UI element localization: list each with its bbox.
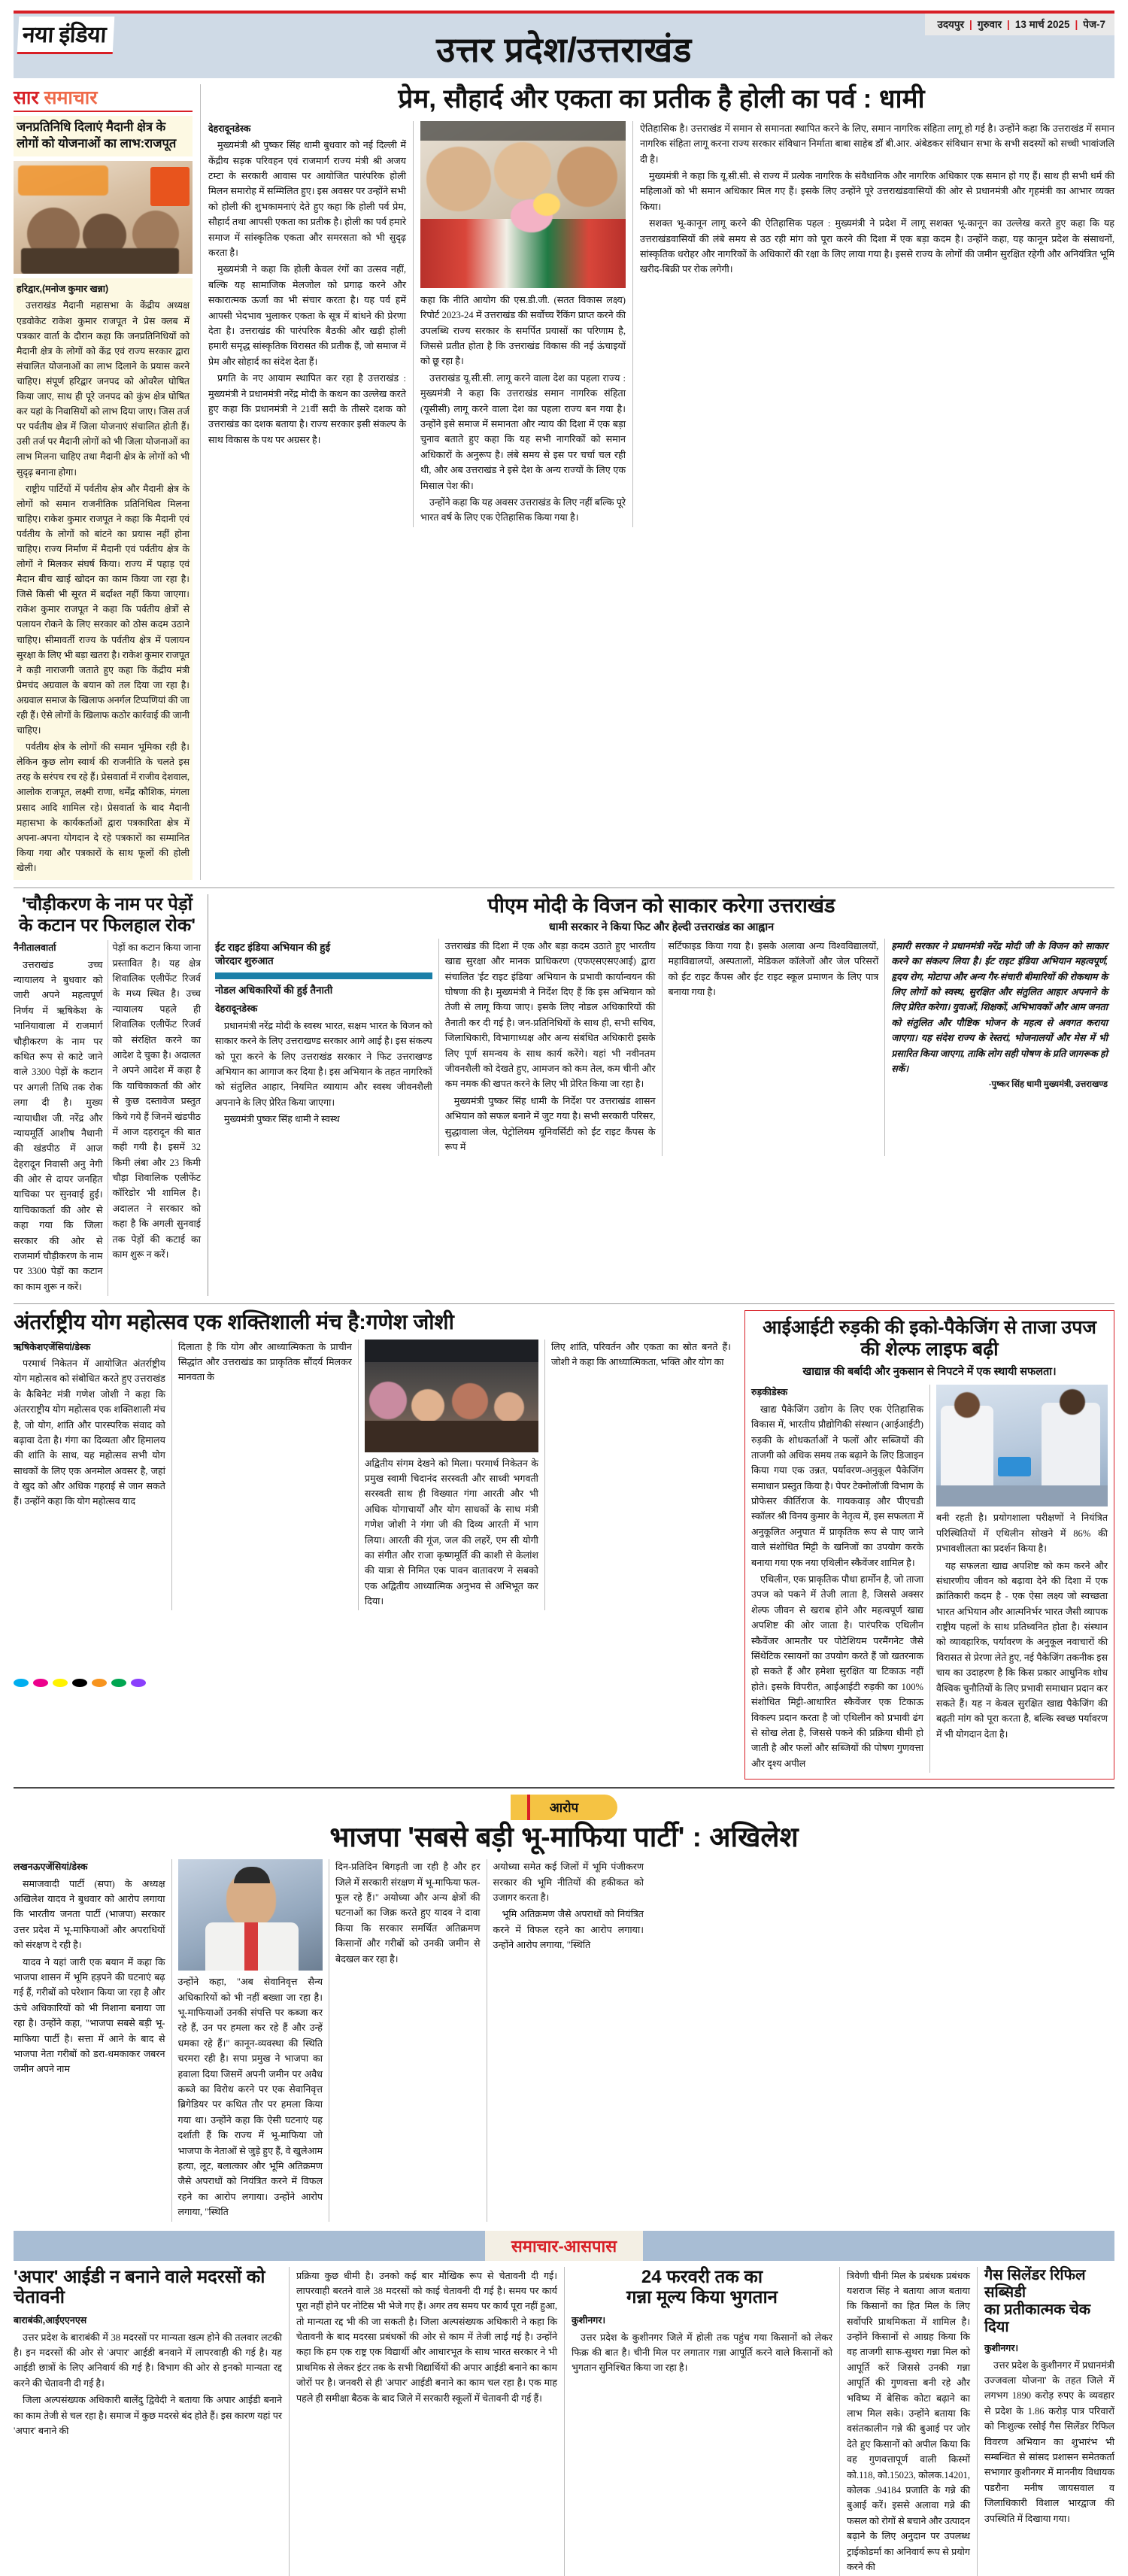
fifth-band [14, 2267, 1114, 2576]
story-yoga-festival [14, 1310, 738, 1780]
sidebar-kicker-word1: सार [14, 87, 39, 108]
lead-c3-p3: सशक्त भू-कानून लागू करने की ऐतिहासिक पहल : मुख्यमंत्री ने प्रदेश में लागू सशक्त भू-कानून का उल्लेख करते हुए कहा कि यह उत्तराखंडवासियों की लंबे समय से उठ रही मांग को पूरा करने की दिशा में एक बड़ा कदम है। उन्होंने कहा, यह कानून प्रदेश के संसाधनों, सांस्कृतिक धरोहर और नागरिकों के अधिकारों की रक्षा के लिए लाया गया है। इससे राज्य के लोगों की जमीन सुरक्षित रहेगी और अनियंत्रित भूमि खरीद-बिक्री पर रोक लगेगी। [640, 218, 1114, 275]
iit-dateline-city: रुड़की [751, 1387, 772, 1398]
yoga-festival-audience-photo [365, 1340, 538, 1452]
iit-subheadline: खाद्यान्न की बर्बादी और नुकसान से निपटने में एक स्थायी सफलता। [802, 1366, 1057, 1379]
page-number-label: पेज-7 [1083, 19, 1105, 30]
third-band [14, 1303, 1114, 1780]
masthead-meta [925, 14, 1114, 35]
weekday-label: गुरुवार [977, 19, 1002, 30]
aaspaas-s1-agency: आईएएनएस [45, 2315, 87, 2326]
akhilesh-dateline-city: लखनऊ [14, 1861, 41, 1873]
sidebar-headline: जनप्रतिनिधि दिलाएं मैदानी क्षेत्र के लोगों को योजनाओं का लाभ:राजपूत [14, 116, 193, 156]
iit-c2-p1: बनी रहती है। प्रयोगशाला परीक्षणों ने नियंत्रित परिस्थितियों में एथिलीन सोखने में 86% की प्रभावशीलता का प्रदर्शन किया है। [936, 1513, 1108, 1555]
press-conference-photo [14, 161, 193, 274]
arop-badge: आरोप [511, 1795, 617, 1820]
publication-logo[interactable]: नया इंडिया [17, 17, 114, 54]
story-modi-vision [208, 894, 1114, 1296]
lead-col-2 [413, 121, 632, 527]
cm-dhami-holi-celebration-photo [420, 121, 626, 288]
meta-separator-icon: | [969, 18, 972, 30]
top-block [14, 84, 1114, 880]
modi-kicker2-line1: ईट राइट इंडिया अभियान की हुई [215, 941, 331, 953]
trees-dateline-agency: वार्ता [40, 942, 56, 954]
sidebar-dateline: हरिद्वार,(मनोज कुमार खन्ना) [17, 284, 109, 295]
aaspaas-story3-headline-line2: का प्रतीकात्मक चेक दिया [984, 2301, 1091, 2336]
lead-c2-p2: उत्तराखंड यू.सी.सी. लागू करने वाला देश का पहला राज्य : मुख्यमंत्री ने कहा कि उत्तराखंड समान नागरिक संहिता (यूसीसी) लागू करने वाला देश का पहला राज्य बन गया है। उन्होंने इसे समाज में समानता और न्याय की दिशा में एक बड़ा चुनाव बताते हुए कहा कि यह सभी नागरिकों को समान अधिकारों के अनुरूप है। लंबे समय से इस पर चर्चा चल रही थी, और अब उत्तराखंड ने इसे देश के अन्य राज्यों के लिए एक मिसाल पेश की। [420, 372, 626, 491]
lead-c2-p3: उन्होंने कहा कि यह अवसर उत्तराखंड के लिए नहीं बल्कि पूरे भारत वर्ष के लिए एक ऐतिहासिक किया गया है। [420, 496, 626, 523]
akhilesh-c4-p2: भूमि अतिक्रमण जैसे अपराधों को नियंत्रित करने में विफल रहने का आरोप लगाया। उन्होंने आरोप लगाया, "स्थिति [493, 1909, 644, 1951]
modi-c3-p1: सर्टिफाइड किया गया है। इसके अलावा अन्य विश्वविद्यालयों, महाविद्यालयों, अस्पतालों, मेडिकल कॉलेजों और जेल परिसरों को ईट राइट कैंपस और ईट राइट स्कूल प्रमाणन के लिए पात्र बनाया गया है। [668, 940, 879, 998]
aaspaas-s2-city: कुशीनगर। [572, 2315, 606, 2326]
lead-dateline-agency: डेस्क [235, 123, 251, 134]
lead-c1-p1: मुख्यमंत्री श्री पुष्कर सिंह धामी बुधवार को नई दिल्ली में केंद्रीय सड़क परिवहन एवं राजमार्ग राज्य मंत्री श्री अजय टम्टा के सरकारी आवास पर आयोजित पारंपरिक होली मिलन समारोह में सम्मिलित हुए। इस अवसर पर उन्होंने सभी को होली की शुभकामनाएं देते हुए कहा कि होली पर्व प्रेम, सौहार्द तथा आपसी एकता का प्रतीक है। होली का पर्व हमारे समाज में सांस्कृतिक एकता और समरसता को भी सुदृढ़ करता है। [208, 140, 406, 259]
modi-c2-p1: उत्तराखंड की दिशा में एक और बड़ा कदम उठाते हुए भारतीय खाद्य सुरक्षा और मानक प्राधिकरण (एफएसएसएआई) द्वारा संचालित 'ईट राइट इंडिया' अभियान के प्रभावी कार्यान्वयन की घोषणा की है। मुख्यमंत्री ने निर्देश दिए हैं कि इस अभियान को तेजी से लागू किया जाए। इसके लिए नोडल अधिकारियों की तैनाती कर दी गई है। जन-प्रतिनिधियों के साथ ही, सभी सचिव, जिलाधिकारी, विभागाध्यक्ष और अन्य संबंधित अधिकारी इसके लिए पूर्ण समन्वय के साथ कार्य करेंगे। यहां भी नवीनतम जीवनशैली को देखते हुए, आमजन को कम तेल, कम चीनी और कम नमक की खपत करने के लिए भी प्रेरित किया जा रहा है। [444, 940, 656, 1090]
sidebar-para-2: राष्ट्रीय पार्टियों में पर्वतीय क्षेत्र और मैदानी क्षेत्र के लोगों को समान राजनीतिक प्रतिनिधित्व मिलना चाहिए। राकेश कुमार राजपूत ने कहा कि मैदानी एवं पर्वतीय के लोगों को बांटने का प्रयास नहीं होना चाहिए। राज्य निर्माण में मैदानी एवं पर्वतीय क्षेत्र के लोगों ने मिलकर संघर्ष किया। राज्य में पहाड़ एवं मैदान बीच खाई खोदन का काम किया जा रहा है। जिसे किसी भी सूरत में बर्दाश्त नहीं किया जाएगा। राकेश कुमार राजपूत ने कहा कि पर्वतीय क्षेत्रों से पलायन रोकने के लिए सरकार को ठोस कदम उठाने चाहिए। सीमावर्ती राज्य के पर्वतीय क्षेत्र में पलायन सुरक्षा के लिए भी बड़ा खतरा है। राकेश कुमार राजपूत ने कड़ी नाराजगी जताते हुए कहा कि केंद्रीय मंत्री प्रेमचंद अग्रवाल के बयान को तल दिया जा रहा है। अग्रवाल समाज के खिलाफ अनर्गल टिप्पणियां की जा रही हैं। ऐसे लोगों के खिलाफ कठोर कार्रवाई की जानी चाहिए। [17, 483, 190, 736]
yoga-c4-p1: लिए शांति, परिवर्तन और एकता का स्रोत बनते हैं। जोशी ने कहा कि आध्यात्मिकता, भक्ति और योग का [550, 1341, 731, 1367]
trees-dateline-city: नैनीताल [14, 942, 41, 954]
yoga-dateline-agency: एजेंसियां/डेस्क [43, 1341, 91, 1352]
teal-divider [215, 972, 432, 979]
aaspaas-s1-p3: प्रक्रिया कुछ धीमी है। उनको कई बार मौखिक रूप से चेतावनी दी गई। लापरवाही बरतने वाले 38 मदरसों को काई चेतावनी दी गई है। समय पर कार्य पूरा नहीं होने पर नोटिस भी भेजे गए हैं। अगर तय समय पर कार्य पूरा नहीं हुआ, तो मान्यता रद्द भी की जा सकती है। जिला अल्पसंख्यक अधिकारी ने कहा कि चेतावनी के बाद मदरसा प्रबंधकों की ओर से काम में तेजी लाई गई है। उन्होंने कहा कि हम एक राष्ट्र एक विद्यार्थी और आधारभूत के साथ भारत सरकार ने भी प्राथमिक से लेकर इंटर तक के सभी विद्यार्थियों की अपार आईडी बनाने का काम जोरों पर है। जनवरी से ही 'अपार' आईडी बनाने का काम चल रहा है। एक माह पहले ही समीक्षा बैठक के बाद जिले में सरकारी स्कूलों में चेतावनी दी गई हैं। [296, 2270, 557, 2404]
trees-c1-p1: उत्तराखंड उच्च न्यायालय ने बुधवार को जारी अपने महत्वपूर्ण निर्णय में ऋषिकेश के भानियावाला में राजमार्ग चौड़ीकरण के नाम पर कथित रूप से काटे जाने वाले 3300 पेड़ों के कटान पर अगली तिथि तक रोक लगा दी है। मुख्य न्यायाधीश जी. नरेंद्र और न्यायमूर्ति आशीष नैथानी की खंडपीठ में आज देहरादून निवासी अनु नेगी की ओर से दायर जनहित याचिका पर सुनवाई हुई। याचिकाकर्ता की ओर से कहा गया कि जिला सरकार की ओर से राजमार्ग चौड़ीकरण के नाम पर 3300 पेड़ों का कटान का काम शुरू न करें। [14, 959, 103, 1292]
aaspaas-section-bar [14, 2231, 1114, 2261]
aaspaas-s1-city: बाराबंकी, [14, 2315, 46, 2326]
registration-color-bar-left [14, 1679, 146, 1687]
yoga-headline: अंतर्राष्ट्रीय योग महोत्सव एक शक्तिशाली मंच है:गणेश जोशी [14, 1310, 454, 1334]
modi-dateline-agency: डेस्क [241, 1003, 258, 1015]
yoga-c2-p1: दिलाता है कि योग और आध्यात्मिकता के प्राचीन सिद्धांत और उत्तराखंड का प्राकृतिक सौंदर्य मिलकर मानवता के [177, 1341, 352, 1383]
modi-kicker: धामी सरकार ने किया फिट और हेल्दी उत्तराखंड का आह्वान [548, 921, 775, 934]
second-band [14, 887, 1114, 1296]
modi-c1-p2: मुख्यमंत्री पुष्कर सिंह धामी ने स्वस्थ [224, 1114, 340, 1125]
lead-dateline-city: देहरादून [208, 123, 235, 134]
sidebar-kicker-word2: समाचार [44, 87, 98, 108]
lead-c2-p1: कहा कि नीति आयोग की एस.डी.जी. (सतत विकास लक्ष्य) रिपोर्ट 2023-24 में उत्तराखंड की सर्वोच्च रैंकिंग प्राप्त करने की उपलब्धि राज्य सरकार के समर्पित प्रयासों का परिणाम है, जिससे प्रतीत होता है कि उत्तराखंड विकास की नई ऊंचाइयों को छू रहा है। [420, 294, 626, 367]
lead-headline: प्रेम, सौहार्द और एकता का प्रतीक है होली का पर्व : धामी [398, 84, 925, 114]
yoga-dateline-city: ऋषिकेश [14, 1341, 44, 1352]
lead-col-3 [632, 121, 1114, 527]
iit-dateline-agency: डेस्क [772, 1387, 788, 1398]
lead-c1-p2: मुख्यमंत्री ने कहा कि होली केवल रंगों का उत्सव नहीं, बल्कि यह सामाजिक मेलजोल को प्रगाढ़ करने और सकारात्मक ऊर्जा का भी संचार करता है। यह पर्व हमें आपसी भेदभाव भुलाकर एकता के सूत्र में बांधने की प्रेरणा देता है। उत्तराखंड की पारंपरिक बैठकी और खड़ी होली हमारी समृद्ध सांस्कृतिक विरासत की प्रतीक हैं, जो समाज में प्रेम और सोहार्द का संदेश देता हैं। [208, 264, 406, 367]
aaspaas-story2-headline-line2: गन्ना मूल्य किया भुगतान [626, 2287, 778, 2308]
aaspaas-label: समाचार-आसपास [511, 2236, 617, 2256]
iit-c1-p2: एथिलीन, एक प्राकृतिक पौधा हार्मोन है, जो ताजा उपज को पकने में तेजी लाता है, जिससे अक्सर शेल्फ जीवन से खराब होने और महत्वपूर्ण खाद्य अपशिष्ट की ओर जाता है। पारंपरिक एथिलीन स्कैवेंजर आमतौर पर पोटेशियम परमैंगनेट जैसे सिंथेटिक रसायनों का उपयोग करते हैं जो खतरनाक हो सकते हैं और हमेशा सुरक्षित या टिकाऊ नहीं होते। इसके विपरीत, आईआईटी रुड़की का 100% संशोधित मिट्टी-आधारित स्कैवेंजर एक टिकाऊ विकल्प प्रदान करता है जो एथिलीन को प्रभावी ढंग से सोख लेता है, जिससे पकने की प्रक्रिया धीमी हो जाती है और फलों और सब्जियों की पोषण गुणवत्ता और दृश्य अपील [751, 1574, 923, 1769]
modi-dateline-city: देहरादून [215, 1003, 242, 1015]
aaspaas-s3-p1: उत्तर प्रदेश के कुशीनगर में प्रधानमंत्री उज्जवला योजना' के तहत जिले में लगभग 1890 करोड़ रुपए के व्यवहार से प्रदेश के 1.86 करोड़ पात्र परिवारों को निःशुल्क रसोई गैस सिलेंडर रिफिल विवरण अभियान का शुभारंभ भी सम्बन्धित से सांसद प्रशासन समेतकर्ता सभागार कुशीनगर में माननीय विधायक पडरौना मनीष जायसवाल व जिलाधिकारी विशाल भारद्वाज की उपस्थिति में दिखाया गया। [984, 2359, 1114, 2524]
iit-headline: आईआईटी रुड़की की इको-पैकेजिंग से ताजा उपज की शेल्फ लाइफ बढ़ी [763, 1317, 1096, 1361]
sidebar-para-1: उत्तराखंड मैदानी महासभा के केंद्रीय अध्यक्ष एडवोकेट राकेश कुमार राजपूत ने प्रेस क्लब में पत्रकार वार्ता के दौरान कहा कि जनप्रतिनिधियों को मैदानी क्षेत्र के लोगों को केंद्र एवं राज्य सरकार द्वारा संचालित योजनाओं का लाभ दिलाने के प्रयास करने चाहिए। संपूर्ण हरिद्वार जनपद को ओवरैल घोषित किया जाए, साथ ही पूरे जनपद को कुंभ क्षेत्र घोषित कर यहां के निवासियों को लाभ दिया जाए। जिस तर्ज पर पर्वतीय क्षेत्र में जिला योजनाएं संचालित होती हैं। उसी तर्ज पर मैदानी लोगों को भी जिला योजनाओं का लाभ मिलना चाहिए तथा मैदानी क्षेत्र के लोगों को भी सुदृढ़ बनाना होगा। [17, 300, 190, 478]
akhilesh-c3-p1: दिन-प्रतिदिन बिगड़ती जा रही है और हर जिले में सरकारी संरक्षण में भू-माफिया फल-फूल रहे हैं।" अयोध्या और अन्य क्षेत्रों की घटनाओं का जिक्र करते हुए यादव ने दावा किया कि सरकार समर्थित अतिक्रमण किसानों और गरीबों को उनकी जमीन से बेदखल कर रहा है। [335, 1861, 481, 1965]
aaspaas-s1-p1: उत्तर प्रदेश के बाराबंकी में 38 मदरसों पर मान्यता खत्म होने की तलवार लटकी है। इन मदरसों की ओर से 'अपार' आईडी बनवाने में लापरवाही की गई है। यह आईडी छात्रों के लिए अनिवार्य की गई है। विभाग की ओर से इनको मान्यता रद्द करने की चेतावनी दी गई है। [14, 2332, 282, 2389]
modi-headline: पीएम मोदी के विजन को साकार करेगा उत्तराखंड [487, 894, 835, 918]
trees-c2-p1: पेड़ों का कटान किया जाना प्रस्तावित है। यह क्षेत्र शिवालिक एलीफेंट रिजर्व के मध्य स्थित है। उच्च न्यायालय पहले ही शिवालिक एलीफेंट रिजर्व को संरक्षित करने का आदेश दे चुका है। अदालत ने अपने आदेश में कहा है कि याचिकाकर्ता की ओर से कुछ दस्तावेज प्रस्तुत किये गये हैं जिनमें खंडपीठ में आज दहरादून की बात कही गयी है। इसमें 32 किमी लंबा और 23 किमी चौड़ा शिवालिक एलीफेंट कॉरिडोर भी शामिल है। अदालत ने सरकार को कहा है कि अगली सुनवाई तक पेड़ों की कटाई का काम शुरू न करें। [112, 942, 201, 1261]
akhilesh-c2-p1: उन्होंने कहा, "अब सेवानिवृत्त सैन्य अधिकारियों को भी नहीं बख्शा जा रहा है। भू-माफियाओं उनकी संपत्ति पर कब्जा कर रहे हैं, उन पर हमला कर रहे हैं और उन्हें धमका रहे हैं।" कानून-व्यवस्था की स्थिति चरमरा रही है। सपा प्रमुख ने भाजपा का हवाला दिया जिसमें अपनी जमीन पर अवैध कब्जे का विरोध करने पर एक सेवानिवृत्त ब्रिगेडियर पर कथित तौर पर हमला किया गया था। उन्होंने कहा कि ऐसी घटनाएं यह दर्शाती हैं कि राज्य में भू-माफिया जो भाजपा के नेताओं से जुड़े हुए हैं, वे खुलेआम हत्या, लूट, बलात्कार और भूमि अतिक्रमण जैसे अपराधों को नियंत्रित करने में विफल रहने का आरोप लगाया। उन्होंने आरोप लगाया, "स्थिति [177, 1977, 323, 2218]
lead-c3-p1: ऐतिहासिक है। उत्तराखंड में समान से समानता स्थापित करने के लिए, समान नागरिक संहिता लागू हो गई है। उन्होंने कहा कि उत्तराखंड में समान नागरिक संहिता लागू करना राज्य सरकार संविधान निर्माता बाबा साहेब डॉ बी.आर. अंबेडकर संविधान सभा के सभी सदस्यों को सच्ची भावांजलि दी है। [640, 123, 1114, 165]
sidebar-saar-samachar [14, 84, 200, 880]
edition-label: उदयपुर [937, 19, 965, 30]
modi-quote-attribution: -पुष्कर सिंह धामी मुख्यमंत्री, उत्तराखण्ड [988, 1080, 1108, 1090]
aaspaas-s2-p1: उत्तर प्रदेश के कुशीनगर जिले में होली तक पहुंच गया किसानों को लेकर फिक्र की बात है। चीनी मिल पर लगातार गन्ना आपूर्ति करने वाले किसानों को भुगतान सुनिश्चित किया जा रहा है। [572, 2332, 832, 2374]
aaspaas-story3-headline-line1: गैस सिलेंडर रिफिल सब्सिडी [984, 2266, 1086, 2301]
modi-kicker2-line2: जोरदार शुरुआत [215, 954, 274, 966]
sidebar-para-3: पर्वतीय क्षेत्र के लोगों की समान भूमिका रही है। लेकिन कुछ लोग स्वार्थ की राजनीति के चलते इस तरह के सरंपच रच रहे हैं। प्रेसवार्ता में राजीव देशवाल, आलोक राजपूत, लक्ष्मी राणा, धर्मेंद्र कौशिक, मंगला प्रसाद आदि शामिल रहे। प्रेसवार्ता के बाद मैदानी महासभा के कार्यकर्ताओं द्वारा पत्रकारिता क्षेत्र में अपना-अपना योगदान दे रहे पत्रकारों का सम्मानित किया गया और पत्रकारों के साथ फूलों की होली खेली। [17, 742, 190, 873]
akhilesh-headline: भाजपा 'सबसे बड़ी भू-माफिया पार्टी' : अखिलेश [329, 1822, 799, 1853]
meta-separator-icon: | [1007, 18, 1010, 30]
yoga-c3-p1: अद्वितीय संगम देखने को मिला। परमार्थ निकेतन के प्रमुख स्वामी चिदानंद सरस्वती और साध्वी भगवती सरस्वती साथ ही विख्यात गंगा आरती और भी अधिक योगाचार्यों और योग साधकों के साथ मंत्री गणेश जोशी ने गंगा जी की दिव्य आरती में भाग लिया। आरती की गूंज, जल की लहरें, एम सी योगी का संगीत और राजा कृष्णमूर्ति की काशी से केलांश की यात्रा से निमित एक पावन वातावरण ने सबको एक अद्वितीय आध्यात्मिक अनुभव से अभिभूत कर दिया। [364, 1458, 538, 1607]
iit-c2-p2: यह सफलता खाद्य अपशिष्ट को कम करने और संधारणीय जीवन को बढ़ावा देने की दिशा में एक क्रांतिकारी कदम है - एक ऐसा लक्ष्य जो स्वच्छता भारत अभियान और आत्मनिर्भर भारत जैसी व्यापक राष्ट्रीय पहलों के साथ प्रतिध्वनित होता है। संस्थान को व्यावहारिक, पर्यावरण के अनुकूल नवाचारों की विरासत से प्रेरणा लेते हुए, नई पैकेजिंग तकनीक इस चाय का उदाहरण है कि किस प्रकार आधुनिक शोध वैश्विक चुनौतियों के लिए प्रभावी समाधान प्रदान कर सकते हैं। यह न केवल सुरक्षित खाद्य पैकेजिंग की बढ़ती मांग को पूरा करता है, बल्कि स्वच्छ पर्यावरण में भी योगदान देता है। [936, 1560, 1108, 1740]
masthead [14, 14, 1114, 78]
modi-quote: हमारी सरकार ने प्रधानमंत्री नरेंद्र मोदी जी के विजन को साकार करने का संकल्प लिया है। ईट राइट इंडिया अभियान महत्वपूर्ण, हृदय रोग, मोटापा और अन्य गैर-संचारी बीमारियों की रोकथाम के लिए लोगों को स्वस्थ, सुरक्षित और संतुलित आहार अपनाने के लिए प्रेरित करेगा। युवाओं, शिक्षकों, अभिभावकों और आम जनता को संतुलित और पौष्टिक भोजन के महत्व से अवगत कराया जाएगा। यह संदेश राज्य के रेस्तरां, भोजनालयों और मेस में भी प्रसारित किया जाएगा, ताकि लोग सही पोषण के प्रति जागरूक हो सकें। [891, 940, 1108, 1075]
lead-col-1 [208, 121, 413, 527]
aaspaas-s3-city: कुशीनगर। [984, 2343, 1019, 2354]
meta-separator-icon: | [1075, 18, 1078, 30]
iit-roorkee-lab-researchers-photo [936, 1385, 1108, 1506]
page-section-title: उत्तर प्रदेश/उत्तराखंड [436, 30, 692, 69]
aaspaas-story1-headline: 'अपार' आईडी न बनाने वाले मदरसों को चेतावनी [14, 2266, 265, 2308]
modi-c1-p1: प्रधानमंत्री नरेंद्र मोदी के स्वस्थ भारत, सक्षम भारत के विजन को साकार करने के लिए उत्तराखण्ड सरकार आगे आई है। इस संकल्प को पूरा करने के लिए उत्तराखंड सरकार ने फिट उत्तराखण्ड अभियान का आगाज कर दिया है। इस अभियान के तहत नागरिकों को संतुलित आहार, नियमित व्यायाम और स्वस्थ जीवनशैली अपनाने के लिए प्रेरित किया जाएगा। [215, 1020, 432, 1108]
akhilesh-c1-p1: समाजवादी पार्टी (सपा) के अध्यक्ष अखिलेश यादव ने बुधवार को आरोप लगाया कि भारतीय जनता पार्टी (भाजपा) सरकार उत्तर प्रदेश में भू-माफियाओं और अपराधियों को संरक्षण दे रही है। [14, 1878, 165, 1951]
modi-kicker3: नोडल अधिकारियों की हुई तैनाती [215, 984, 333, 996]
iit-c1-p1: खाद्य पैकेजिंग उद्योग के लिए एक ऐतिहासिक विकास में, भारतीय प्रौद्योगिकी संस्थान (आईआईटी) रुड़की के शोधकर्ताओं ने फलों और सब्जियों की ताजगी को अधिक समय तक बढ़ाने के लिए डिजाइन किया गया एक उन्नत, पर्यावरण-अनुकूल पैकेजिंग समाधान प्रस्तुत किया है। पेपर टेक्नोलॉजी विभाग के प्रोफेसर कीर्तिराज के. गायकवाड़ और पीएचडी स्कॉलर श्री विनय कुमार के नेतृत्व में, इस सफलता में अनुकूलित अनुपात में प्राकृतिक रूप से पाए जाने वाले संशोधित मिट्टी के खनिजों का उपयोग करके बनाया गया एक नया एथिलीन स्कैवेंजर शामिल है। [751, 1403, 923, 1568]
modi-c2-p2: मुख्यमंत्री पुष्कर सिंह धामी के निर्देश पर उत्तराखंड शासन अभियान को सफल बनाने में जुट गया है। सभी सरकारी परिसर, सुद्धावाला जेल, पेट्रोलियम यूनिवर्सिटी को ईट राइट कैंपस के रूप में [444, 1095, 656, 1152]
lead-story [200, 84, 1114, 880]
trees-headline-line1: 'चौड़ीकरण के नाम पर पेड़ों [22, 894, 193, 915]
newspaper-page [0, 11, 1128, 2572]
lead-c3-p2: मुख्यमंत्री ने कहा कि यू.सी.सी. से राज्य में प्रत्येक नागरिक के संवैधानिक और नागरिक अधिकार एक समान हो गए हैं। साथ ही सभी धर्म की महिलाओं को भी समान अधिकार मिल गए हैं। इसके लिए उन्होंने पूरे उत्तराखंडवासियों की ओर से प्रधानमंत्री और गृहमंत्री का आभार व्यक्त किया। [640, 171, 1114, 212]
akhilesh-yadav-portrait-photo [178, 1859, 323, 1971]
akhilesh-c4-p1: अयोध्या समेत कई जिलों में भूमि पंजीकरण सरकार की भूमि नीतियों की हकीकत को उजागर करता है। [493, 1861, 644, 1904]
yoga-c1-p1: परमार्थ निकेतन में आयोजित अंतर्राष्ट्रीय योग महोत्सव को संबोधित करते हुए उत्तराखंड के कैबिनेट मंत्री गणेश जोशी ने कहा कि अंतरराष्ट्रीय योग महोत्सव एक शक्तिशाली मंच है, जो योग, शांति और पारस्परिक संवाद को बढ़ावा देता है। गंगा का दिव्यता और हिमालय की शांति के साथ, यह महोत्सव सभी योग साधकों के लिए एक अनमोल अवसर है, जहां वे खुद को और अधिक गहराई से जान सकते हैं। उन्होंने कहा कि योग महोत्सव याद [14, 1358, 165, 1507]
aaspaas-s2-p2: त्रिवेणी चीनी मिल के प्रबंधक प्रबंधक यशराज सिंह ने बताया आज बताया कि किसानों का हित मिल के लिए सर्वोपरि प्राथमिकता में शामिल है। उन्होंने किसानों से आग्रह किया कि वह ताजगी साफ-सुथरा गन्ना मिल को आपूर्ति करें जिससे उनकी गन्ना आपूर्ति की गुणवत्ता बनी रहे और भविष्य में बेसिक कोटा बढ़ाने का लाभ मिल सके। उन्होंने बताया कि वसंतकालीन गन्ने की बुआई पर जोर देते हुए किसानों को अपील किया कि वह गुणवत्तापूर्ण वाली किस्मों को.118, को.15023, कोलक.14201, कोलक .94184 प्रजाति के गन्ने की बुआई करें। इससे अलावा गन्ने की फसल को रोगों से बचाने और उत्पादन बढ़ाने के लिए अनुदान पर उपलब्ध ट्राईकोडर्मा का अनिवार्य रूप से प्रयोग करने की [847, 2270, 970, 2572]
aaspaas-story2-headline-line1: 24 फरवरी तक का [641, 2266, 763, 2287]
akhilesh-dateline-agency: एजेंसियां/डेस्क [40, 1861, 88, 1873]
date-label: 13 मार्च 2025 [1014, 19, 1070, 30]
akhilesh-c1-p2: यादव ने यहां जारी एक बयान में कहा कि भाजपा शासन में भूमि हड़पने की घटनाएं बढ़ गई हैं, गरीबों को परेशान किया जा रहा है और ऊंचे अधिकारियों को भी निशाना बनाया जा रहा है। उन्होंने कहा, "भाजपा सबसे बड़ी भू-माफिया पार्टी है। सत्ता में आने के बाद से भाजपा नेता गरीबों को डरा-धमकाकर जबरन जमीन अपने नाम [14, 1956, 165, 2075]
sidebar-kicker [14, 84, 193, 112]
aaspaas-s1-p2: जिला अल्पसंख्यक अधिकारी बालेंदु द्विवेदी ने बताया कि अपार आईडी बनाने का काम तेजी से चल रहा है। समाज में कुछ मदरसे बंद होते हैं। इस कारण यहां पर 'अपार' बनाने की [14, 2395, 282, 2436]
trees-headline-line2: के कटान पर फिलहाल रोक' [18, 915, 196, 936]
story-tree-cutting [14, 894, 208, 1296]
lead-c1-p3: प्रगति के नए आयाम स्थापित कर रहा है उत्तराखंड : मुख्यमंत्री ने प्रधानमंत्री नरेंद्र मोदी के कथन का उल्लेख करते हुए कहा कि प्रधानमंत्री ने 21वीं सदी के तीसरे दशक को उत्तराखंड का दशक बताया है। राज्य सरकार इसी संकल्प के साथ विकास के पथ पर अग्रसर है। [208, 373, 406, 445]
story-iit-roorkee [744, 1310, 1114, 1780]
sidebar-body [14, 278, 193, 880]
fourth-band [14, 1787, 1114, 2221]
